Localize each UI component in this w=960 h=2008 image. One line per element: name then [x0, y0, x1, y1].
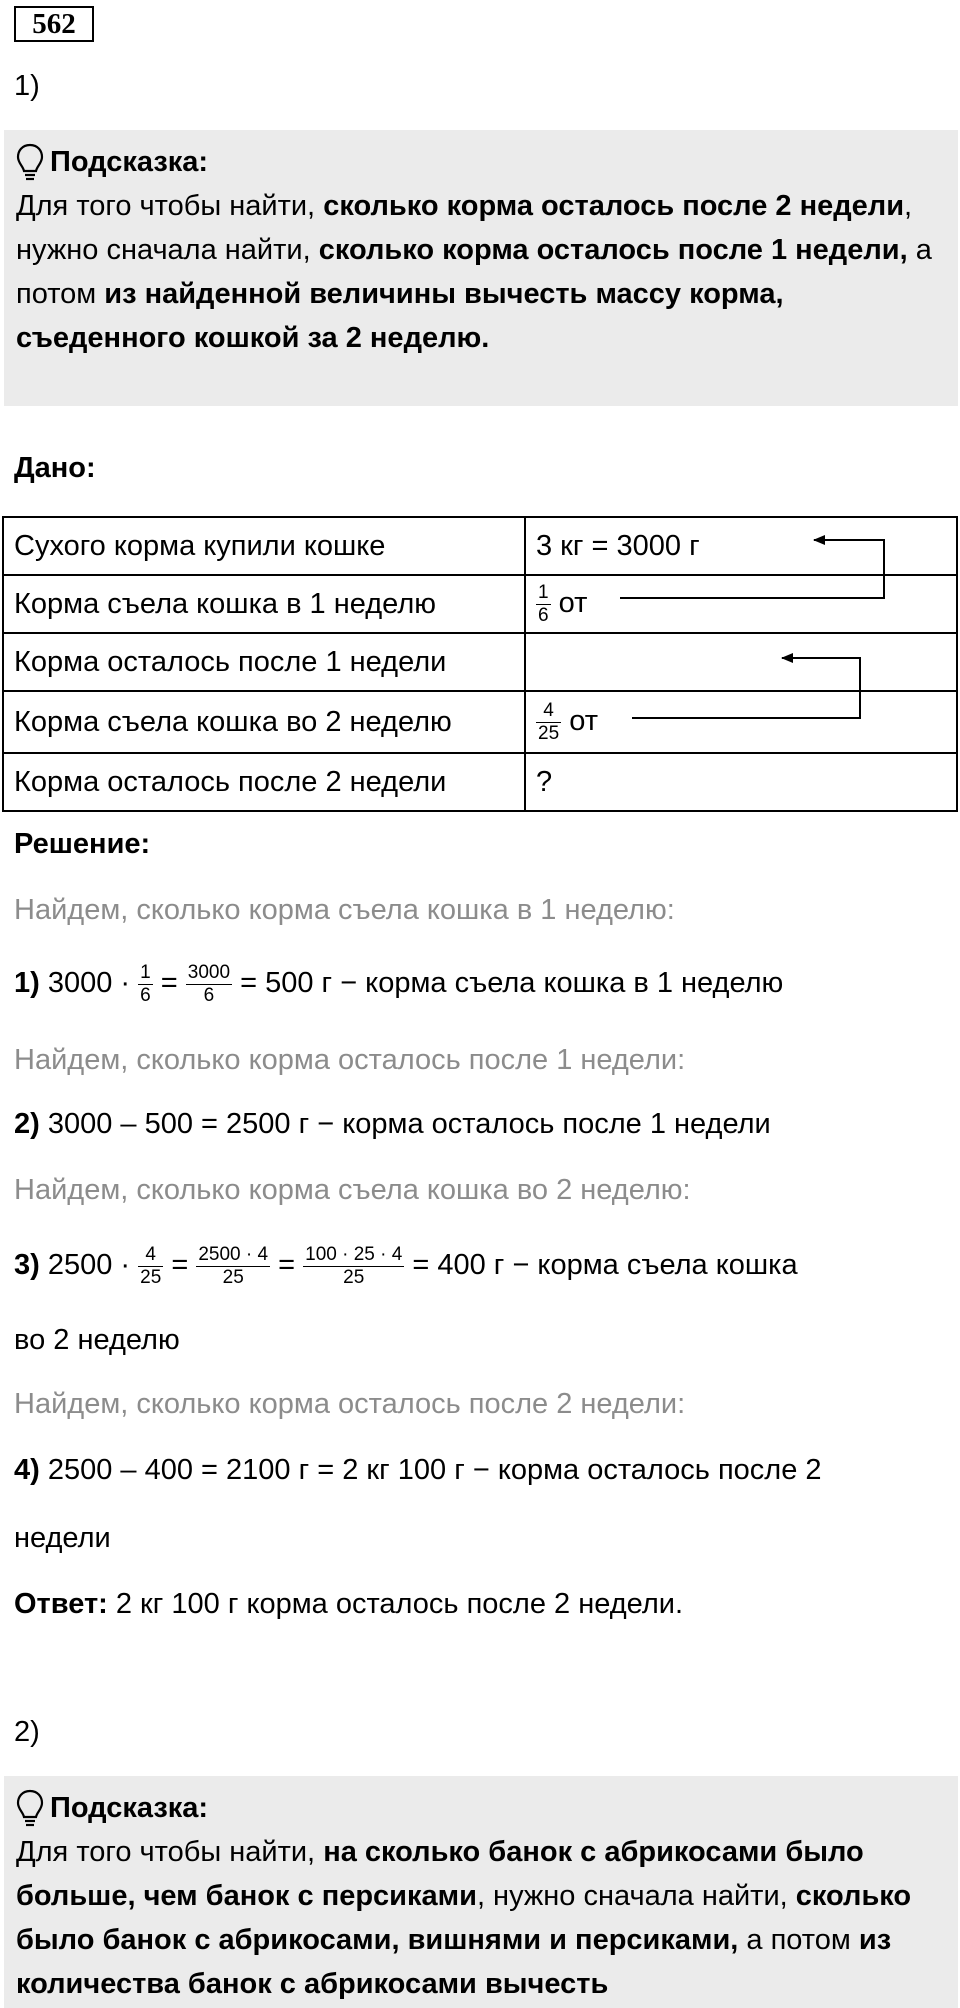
- hint-title: Подсказка:: [50, 1791, 209, 1824]
- solution-title: Решение:: [14, 828, 151, 860]
- frac-numerator: 2500 · 4: [198, 1244, 269, 1265]
- frac-numerator: 100 · 25 · 4: [305, 1244, 403, 1265]
- step-3: [14, 1244, 798, 1289]
- hint-segment-bold: сколько корма осталось после 2 недели: [323, 190, 905, 222]
- fraction: [186, 962, 232, 1007]
- answer-text: 2 кг 100 г корма осталось после 2 недели.: [107, 1588, 683, 1620]
- step-number: 4): [14, 1454, 40, 1486]
- step-text: 2500 – 400 = 2100 г = 2 кг 100 г − корма осталось после 2: [39, 1454, 822, 1486]
- hint-segment-bold: на сколько банок с абрикосами было больше, чем банок с персиками: [16, 1836, 864, 1912]
- given-label: Корма съела кошка во 2 неделю: [3, 691, 525, 753]
- fraction: [138, 962, 153, 1007]
- step-text: = 500 г − корма съела кошка в 1 неделю: [232, 967, 784, 1000]
- frac-denominator: 25: [140, 1267, 162, 1288]
- hint-segment: а потом: [738, 1924, 859, 1956]
- part2-hint-box: [4, 1776, 958, 2008]
- frac-denominator: 25: [222, 1267, 244, 1288]
- hint-title: Подсказка:: [50, 145, 209, 178]
- frac-numerator: 4: [536, 700, 561, 723]
- step-text: =: [163, 1249, 197, 1282]
- given-value: ?: [525, 753, 957, 811]
- step-text: 3000 ·: [39, 967, 139, 1000]
- answer: [14, 1584, 683, 1624]
- frac-denominator: 6: [140, 985, 151, 1006]
- given-label: Корма осталось после 2 недели: [3, 753, 525, 811]
- hint-segment-bold: из количества банок с абрикосами вычесть: [16, 1924, 892, 2000]
- hint-segment-bold: из найденной величины вычесть массу корма, съеденного кошкой за 2 неделю.: [16, 278, 784, 354]
- part2-label: 2): [14, 1716, 40, 1748]
- step-number: 1): [14, 967, 40, 1000]
- part1-label: 1): [14, 70, 40, 102]
- step-number: 2): [14, 1108, 40, 1140]
- fraction: [303, 1244, 404, 1289]
- answer-label: Ответ:: [14, 1588, 108, 1620]
- given-value: 3 кг = 3000 г: [525, 517, 957, 575]
- step-text: = 400 г − корма съела кошка: [404, 1249, 798, 1282]
- problem-number: 562: [14, 6, 94, 42]
- hint-segment: а потом: [16, 234, 932, 310]
- relation-arrows: [0, 0, 960, 820]
- given-label: Сухого корма купили кошке: [3, 517, 525, 575]
- step-2: [14, 1104, 771, 1144]
- arrow-line: [632, 658, 860, 718]
- hint-segment-bold: сколько корма осталось после 1 недели,: [318, 234, 908, 266]
- step-4-continuation: недели: [14, 1522, 111, 1554]
- step-number: 3): [14, 1249, 40, 1282]
- step-3-continuation: во 2 неделю: [14, 1324, 180, 1356]
- hint-segment: Для того чтобы найти,: [16, 190, 324, 222]
- step-1: [14, 962, 783, 1007]
- step-comment: Найдем, сколько корма осталось после 2 недели:: [14, 1388, 686, 1420]
- frac-numerator: 4: [138, 1244, 163, 1267]
- part2-hint-title-row: [16, 1786, 948, 1830]
- step-comment: Найдем, сколько корма съела кошка в 1 неделю:: [14, 894, 675, 926]
- step-4: [14, 1450, 822, 1490]
- step-text: =: [152, 967, 186, 1000]
- part2-hint-text: [16, 1830, 948, 2006]
- given-suffix: от: [561, 704, 598, 737]
- fraction: [138, 1244, 163, 1289]
- frac-numerator: 1: [538, 581, 549, 603]
- hint-segment: , нужно сначала найти,: [476, 1880, 796, 1912]
- hint-segment: , нужно сначала найти,: [16, 190, 913, 266]
- hint-segment-bold: сколько было банок с абрикосами, вишнями и персиками,: [16, 1880, 912, 1956]
- step-comment: Найдем, сколько корма съела кошка во 2 неделю:: [14, 1174, 691, 1206]
- frac-denominator: 6: [203, 985, 215, 1006]
- step-comment: Найдем, сколько корма осталось после 1 недели:: [14, 1044, 686, 1076]
- fraction: [196, 1244, 270, 1289]
- frac-denominator: 25: [538, 722, 560, 744]
- step-text: 2500 ·: [39, 1249, 139, 1282]
- frac-numerator: 3000: [187, 962, 231, 983]
- given-title: Дано:: [14, 452, 96, 484]
- frac-numerator: 1: [140, 962, 151, 983]
- step-text: =: [270, 1249, 304, 1282]
- frac-denominator: 6: [538, 604, 549, 626]
- given-suffix: от: [550, 586, 588, 619]
- hint-segment: Для того чтобы найти,: [16, 1836, 324, 1868]
- step-text: 3000 – 500 = 2500 г − корма осталось после 1 недели: [39, 1108, 771, 1140]
- lightbulb-icon: [16, 1788, 44, 1828]
- arrow-line: [620, 540, 884, 598]
- frac-denominator: 25: [343, 1267, 365, 1288]
- given-label: Корма осталось после 1 недели: [3, 633, 525, 691]
- given-label: Корма съела кошка в 1 неделю: [3, 575, 525, 633]
